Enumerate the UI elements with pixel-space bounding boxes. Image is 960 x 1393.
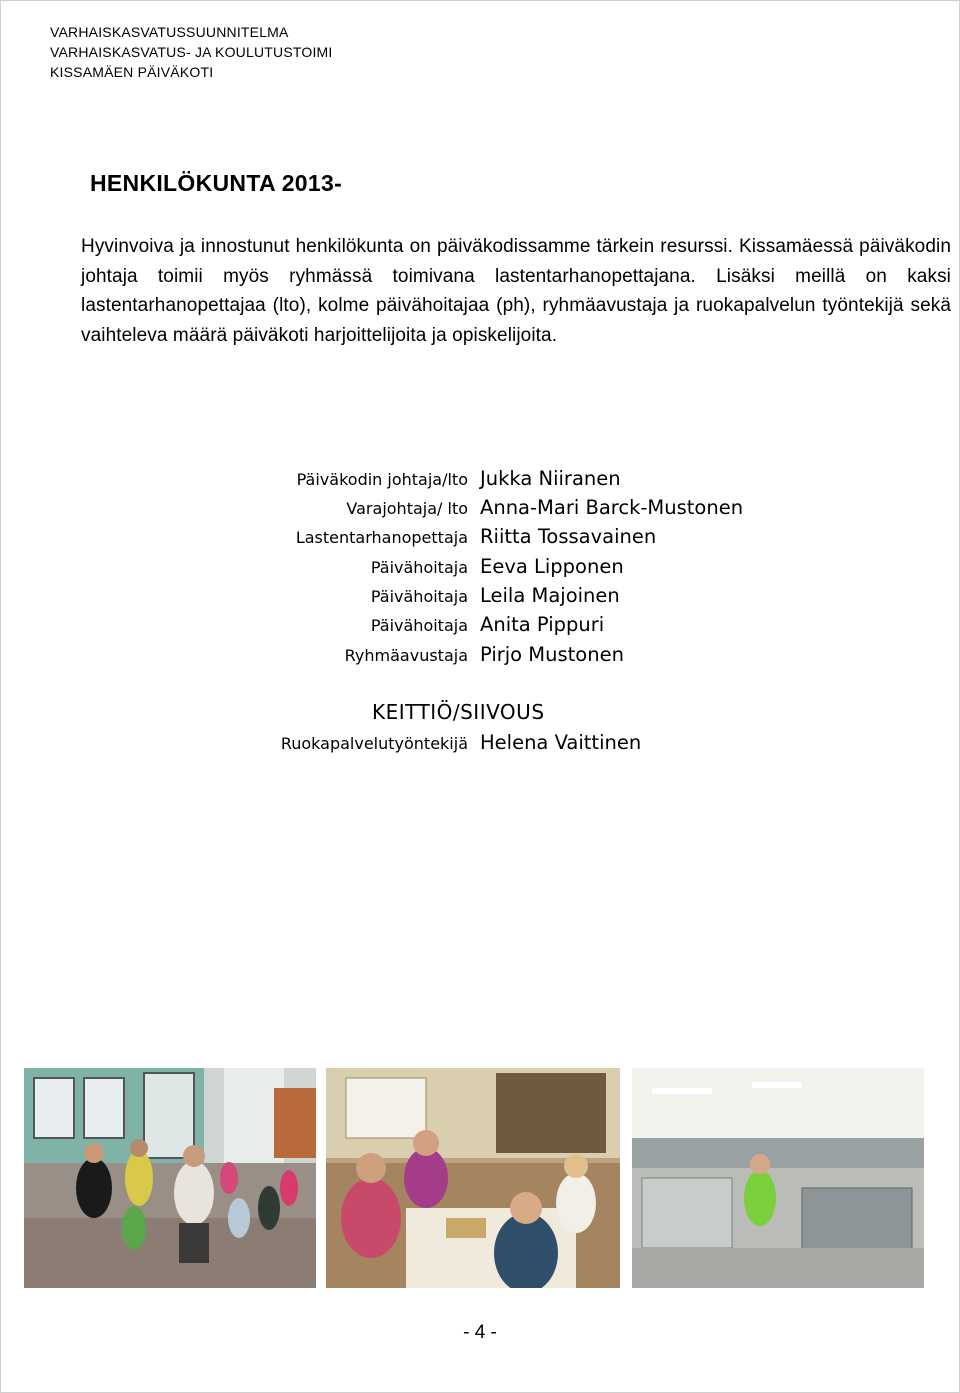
staff-name: Leila Majoinen: [480, 584, 620, 607]
staff-role: Ruokapalvelutyöntekijä: [280, 734, 468, 753]
staff-name: Helena Vaittinen: [480, 731, 642, 754]
staff-name: Jukka Niiranen: [480, 467, 621, 490]
staff-role: Lastentarhanopettaja: [295, 528, 468, 547]
photo-kitchen: [632, 1068, 924, 1288]
staff-name: Eeva Lipponen: [480, 555, 624, 578]
staff-role: Päivähoitaja: [370, 587, 468, 606]
intro-paragraph: Hyvinvoiva ja innostunut henkilökunta on päiväkodissamme tärkein resurssi. Kissamäessä päiväkodin johtaja toimii myös ryhmässä toimivana lastentarhanopettajana. Lisäksi meillä on kaksi lastentarhanopettajaa (lto), kolme päivähoitajaa (ph), ryhmäavustaja ja ruokapalvelun työntekijä sekä vaihteleva määrä päiväkoti harjoittelijoita ja opiskelijoita.: [81, 236, 951, 346]
photo-outdoor-play: [24, 1068, 316, 1288]
staff-name: Anita Pippuri: [480, 613, 605, 636]
staff-row: [0, 554, 960, 583]
header-line-plan: VARHAISKASVATUSSUUNNITELMA: [50, 24, 289, 40]
staff-row: [0, 730, 960, 759]
staff-row: [0, 642, 960, 671]
document-header: [50, 22, 333, 82]
staff-row: [0, 524, 960, 553]
staff-role: Päiväkodin johtaja/lto: [296, 470, 468, 489]
staff-name: Anna-Mari Barck-Mustonen: [480, 496, 744, 519]
header-line-kindergarten: KISSAMÄEN PÄIVÄKOTI: [50, 64, 214, 80]
staff-role: Varajohtaja/ lto: [346, 499, 468, 518]
staff-name: Riitta Tossavainen: [480, 525, 657, 548]
staff-name: Pirjo Mustonen: [480, 643, 624, 666]
staff-role: Päivähoitaja: [370, 616, 468, 635]
header-line-department: VARHAISKASVATUS- JA KOULUTUSTOIMI: [50, 44, 333, 60]
staff-row: [0, 466, 960, 495]
photo-staff-room: [326, 1068, 620, 1288]
page-title: HENKILÖKUNTA 2013-: [90, 170, 343, 196]
staff-role: Päivähoitaja: [370, 558, 468, 577]
page-number: - 4 -: [463, 1322, 497, 1343]
staff-row: [0, 495, 960, 524]
kitchen-heading: KEITTIÖ/SIIVOUS: [372, 700, 545, 724]
staff-role: Ryhmäavustaja: [344, 646, 468, 665]
staff-row: [0, 612, 960, 641]
staff-row: [0, 583, 960, 612]
